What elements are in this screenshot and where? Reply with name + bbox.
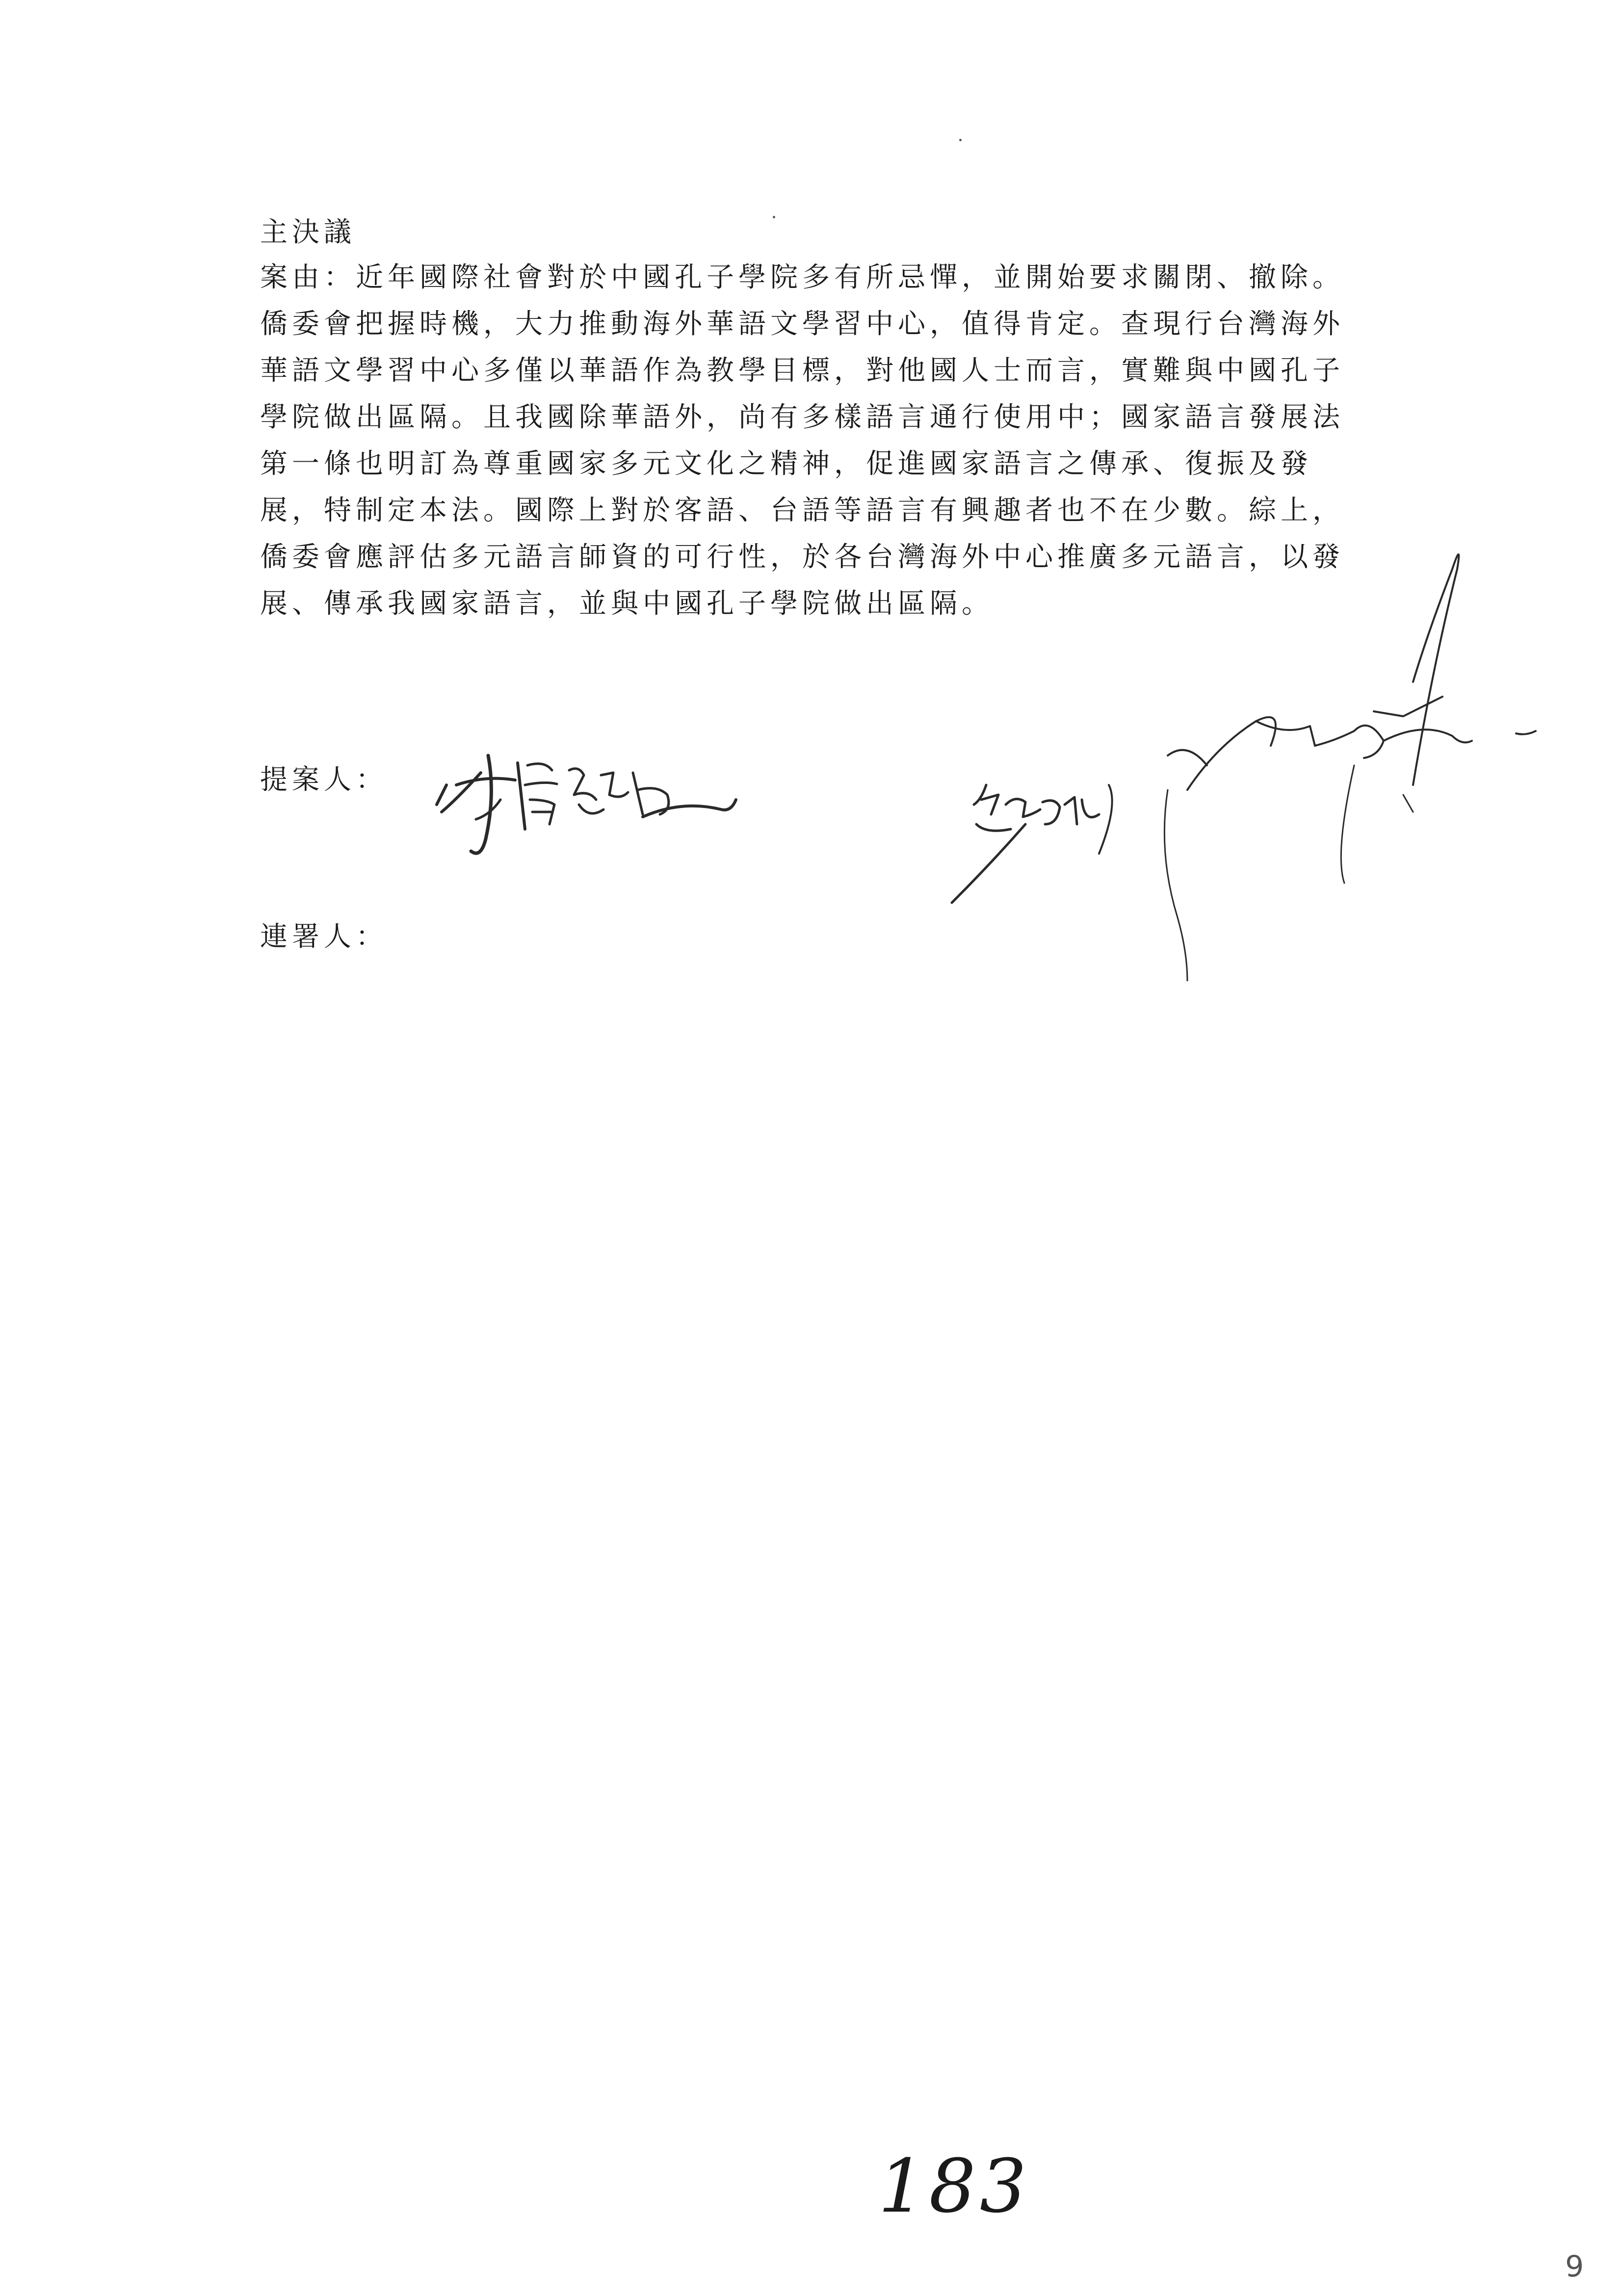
body-line: 展、傳承我國家語言，並與中國孔子學院做出區隔。 [260, 588, 994, 620]
handwritten-page-number: 183 [878, 2144, 1031, 2229]
body-line: 僑委會把握時機，大力推動海外華語文學習中心，值得肯定。查現行台灣海外 [260, 308, 1344, 340]
corner-mark: 9 [1565, 2249, 1584, 2284]
cosigner-label: 連署人： [260, 921, 388, 953]
body-line: 展，特制定本法。國際上對於客語、台語等語言有興趣者也不在少數。綜上， [260, 495, 1344, 526]
proposer-signature [427, 726, 760, 873]
body-line: 第一條也明訂為尊重國家多元文化之精神，促進國家語言之傳承、復振及發 [260, 448, 1312, 480]
body-line: 僑委會應評估多元語言師資的可行性，於各台灣海外中心推廣多元語言，以發 [260, 541, 1344, 573]
scan-speck [959, 139, 962, 141]
cosigner-signature [913, 510, 1590, 981]
document-heading: 主決議 [260, 216, 356, 248]
body-line: 案由：近年國際社會對於中國孔子學院多有所忌憚，並開始要求關閉、撤除。 [260, 261, 1344, 293]
body-line: 華語文學習中心多僅以華語作為教學目標，對他國人士而言，實難與中國孔子 [260, 355, 1344, 387]
proposer-label: 提案人： [260, 764, 388, 796]
body-line: 學院做出區隔。且我國除華語外，尚有多樣語言通行使用中；國家語言發展法 [260, 401, 1344, 433]
